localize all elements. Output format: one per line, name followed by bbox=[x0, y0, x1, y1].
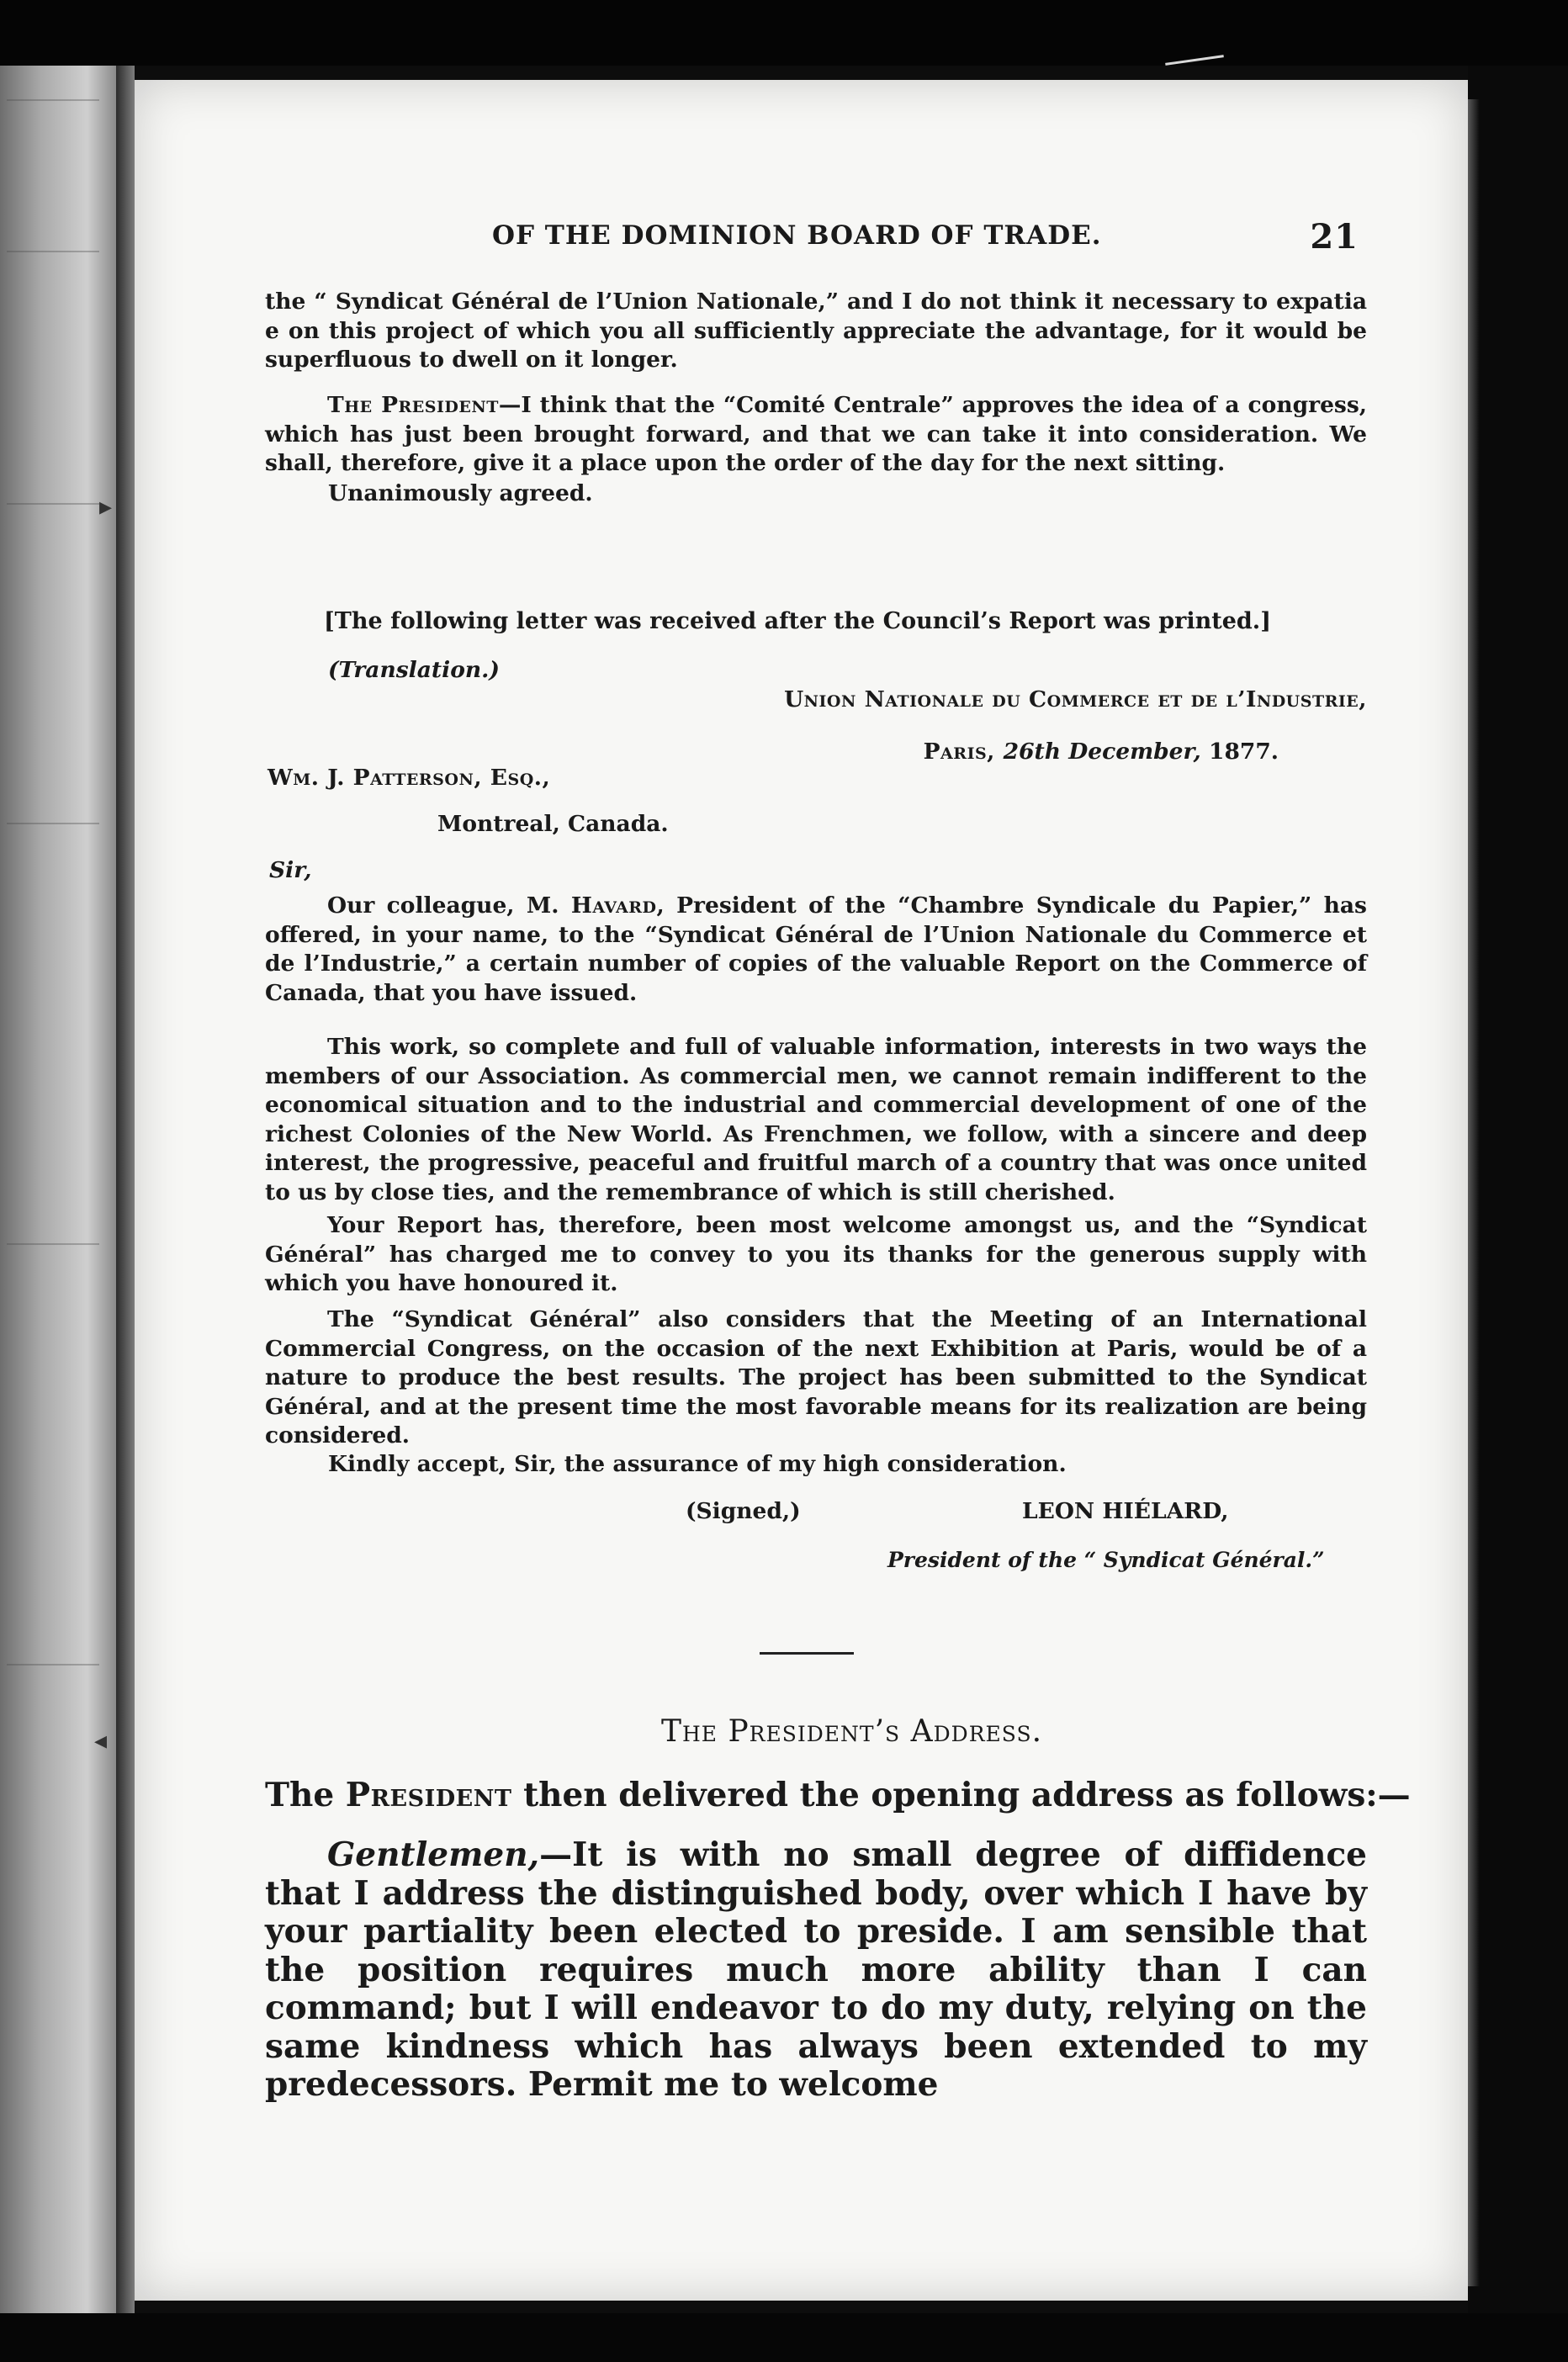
running-title: OF THE DOMINION BOARD OF TRADE. bbox=[492, 220, 1102, 251]
lead-text-b: then delivered the opening address as follows:— bbox=[511, 1776, 1411, 1814]
letter-organization: Union Nationale du Commerce et de l’Industrie, bbox=[784, 686, 1367, 712]
page-number: 21 bbox=[1310, 217, 1359, 257]
address-text: —It is with no small degree of diffidence that I address the distinguished body, over which I have by your partiality been elected to preside. I am sensible that the position requires much more ability than I can command; but I will endeavor to do my duty, relying on the same kindness which has always been extended to my predecessors. Permit me to welcome bbox=[265, 1835, 1367, 2104]
letter-paragraph-3: Your Report has, therefore, been most welcome amongst us, and the “Syndicat Général” has charged me to convey to you its thanks for the generous supply with which you have honoured it. bbox=[265, 1212, 1367, 1296]
lead-president: President bbox=[345, 1776, 512, 1814]
letter-paragraph-4: The “Syndicat Général” also considers that the Meeting of an International Commercial Congress, on the occasion of the next Exhibition at Paris, would be of a nature to produce the best results. The project has been submitted to the Syndicat Général, and at the present time the most favorable means for its realization are being considered. bbox=[265, 1306, 1367, 1448]
letter-salutation: Sir, bbox=[269, 857, 312, 883]
lead-text-a: The bbox=[265, 1776, 346, 1814]
address-salutation: Gentlemen, bbox=[327, 1835, 540, 1874]
translation-label: (Translation.) bbox=[328, 657, 500, 683]
letter-paragraph-2: This work, so complete and full of valuable information, interests in two ways the members of our Association. As commercial men, we cannot remain indifferent to the economical situation and to the industrial and commercial development of one of the richest Colonies of the New World. As Frenchmen, we follow, with a sincere and deep interest, the progressive, peaceful and fruitful march of a country that was once united to us by close ties, and the remembrance of which is still cherished. bbox=[265, 1034, 1367, 1205]
editor-note: [The following letter was received after the Council’s Report was printed.] bbox=[324, 608, 1271, 634]
intro-paragraph: the “ Syndicat Général de l’Union Nationale,” and I do not think it necessary to expatia e on this project of which you all sufficiently appreciate the advantage, for it would be superfluous to dwell on it longer. bbox=[265, 289, 1367, 373]
letter-place-date bbox=[850, 739, 1279, 765]
film-bottom-border bbox=[0, 2313, 1568, 2362]
p1-colleague-name: Havard bbox=[570, 892, 657, 919]
margin-arrow-mark: ◂ bbox=[94, 1726, 108, 1756]
letter-year: 1877. bbox=[1200, 739, 1279, 765]
section-title: The President’s Address. bbox=[660, 1714, 1043, 1749]
film-top-border bbox=[0, 0, 1568, 66]
film-right-border bbox=[1468, 66, 1568, 2362]
president-remark bbox=[265, 391, 1367, 479]
p1-text-b: , President of the “Chambre Syndicale du Papier,” has offered, in your name, to the “Syndicat Général de l’Union Nationale du Commerce et de l’Industrie,” a certain number of copies of the valuable Report on the Commerce of Canada, that you have issued. bbox=[265, 892, 1367, 1006]
agreed-line: Unanimously agreed. bbox=[328, 480, 593, 506]
signed-label: (Signed,) bbox=[686, 1498, 801, 1524]
address-lead bbox=[265, 1776, 1411, 1815]
film-scratch bbox=[1165, 55, 1224, 66]
letter-date: 26th December, bbox=[1003, 739, 1201, 765]
p1-text-a: Our colleague, M. bbox=[327, 892, 571, 919]
signer-name: LEON HIÉLARD, bbox=[1022, 1498, 1229, 1524]
signer-title: President of the “ Syndicat Général.” bbox=[887, 1548, 1325, 1572]
running-header bbox=[492, 217, 1384, 257]
letter-closing: Kindly accept, Sir, the assurance of my high consideration. bbox=[328, 1451, 1067, 1477]
margin-arrow-mark: ▸ bbox=[99, 492, 113, 522]
letter-paragraph-1 bbox=[265, 892, 1367, 1008]
address-body bbox=[265, 1836, 1367, 2105]
facing-page-edge bbox=[0, 66, 116, 2313]
addressee-name: Wm. J. Patterson, Esq., bbox=[268, 765, 551, 791]
addressee-place: Montreal, Canada. bbox=[437, 811, 669, 837]
section-divider bbox=[760, 1652, 854, 1655]
letter-place: Paris, bbox=[923, 739, 1004, 765]
speaker-name: The President bbox=[327, 392, 499, 418]
remark-text: —I think that the “Comité Centrale” approves the idea of a congress, which has just been brought forward, and that we can take it into consideration. We shall, therefore, give it a place upon the order of the day for the next sitting. bbox=[265, 392, 1368, 476]
book-gutter bbox=[116, 66, 135, 2313]
